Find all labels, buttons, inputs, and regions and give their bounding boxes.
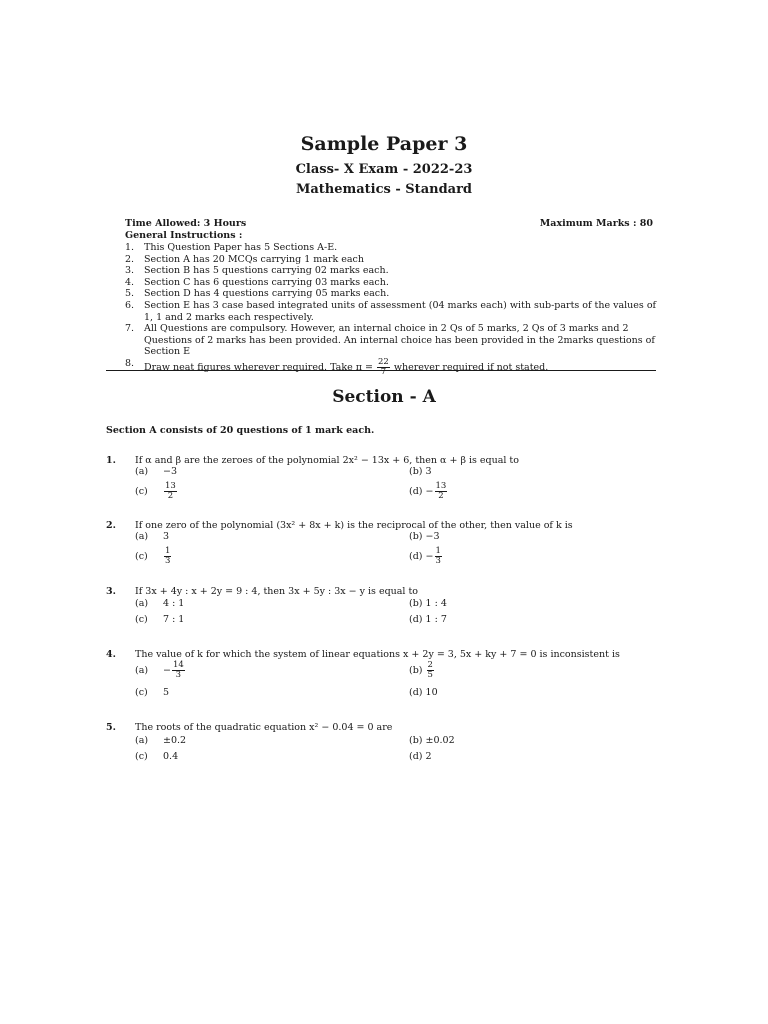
fraction-numerator: 13 [435,481,447,491]
option-b [409,531,440,542]
instruction-number: 7. [125,323,135,335]
instruction-text: Draw neat figures wherever required. Take π = [144,361,376,373]
fraction-numerator: 14 [172,660,184,670]
option-label: (d) [409,551,423,562]
instruction-number: 6. [125,299,135,311]
option-d [409,687,438,698]
fraction [435,547,442,566]
option-b [409,466,432,477]
option-value: 4 : 1 [163,598,185,609]
question-text: If one zero of the polynomial (3x² + 8x + k) is the reciprocal of the other, then value of k is [135,520,573,531]
option-label: (a) [135,466,149,477]
option-label: (d) [409,614,423,625]
option-label: (c) [135,486,148,497]
instruction-item [125,254,660,266]
option-b [409,598,447,609]
fraction-denominator: 3 [435,556,441,566]
fraction-denominator: 3 [165,556,171,566]
time-allowed: Time Allowed: 3 Hours [125,218,247,229]
option-value: 5 [163,687,170,698]
option-label: (b) [409,735,423,746]
question-number: 4. [106,649,116,660]
option-sign: − [425,551,434,562]
question-number: 5. [106,722,116,733]
instruction-item [125,242,660,254]
fraction-numerator: 13 [165,481,176,491]
option-value: 1 : 4 [425,598,447,609]
option-c [135,751,178,762]
option-c [135,482,178,501]
section-divider [106,370,656,371]
option-label: (b) [409,531,423,542]
option-value: 0.4 [163,751,179,762]
fraction-denominator: 3 [175,670,182,680]
option-value: −3 [425,531,440,542]
option-d [409,614,447,625]
option-a [135,661,186,680]
option-value: ±0.2 [163,735,187,746]
instruction-text: All Questions are compulsory. However, an internal choice in 2 Qs of 5 marks, 2 Qs of 3 marks and 2 Questions of 2 marks has been provided. An internal choice has been provided in the 2marks questions of Section E [144,323,655,358]
option-value: 7 : 1 [163,614,185,625]
option-c [135,614,184,625]
option-c [135,547,172,566]
fraction [164,547,171,566]
instruction-item [125,323,660,358]
question-number: 3. [106,586,116,597]
fraction-denominator: 2 [438,491,444,501]
option-d [409,482,448,501]
fraction-numerator: 22 [378,356,389,367]
option-label: (d) [409,687,423,698]
instruction-text: Section A has 20 MCQs carrying 1 mark each [144,253,364,265]
fraction-denominator: 2 [167,491,174,501]
option-label: (a) [135,735,149,746]
instruction-text: Section D has 4 questions carrying 05 marks each. [144,288,390,300]
option-value: 1 : 7 [425,614,447,625]
instruction-number: 5. [125,288,135,300]
question-text: If α and β are the zeroes of the polynomial 2x² − 13x + 6, then α + β is equal to [135,455,519,466]
option-b [409,735,455,746]
option-a [135,466,177,477]
instructions-list [125,242,660,377]
option-label: (c) [135,751,148,762]
instruction-text: wherever required if not stated. [390,361,549,373]
instruction-item [125,300,660,323]
instruction-item [125,288,660,300]
instruction-text: Section C has 6 questions carrying 03 marks each. [144,276,389,288]
instruction-number: 8. [125,357,135,369]
instructions-heading: General Instructions : [125,230,243,241]
fraction-denominator: 5 [427,670,433,680]
option-label: (a) [135,598,149,609]
option-label: (c) [135,687,148,698]
section-description: Section A consists of 20 questions of 1 mark each. [106,425,375,436]
question-text: The value of k for which the system of linear equations x + 2y = 3, 5x + ky + 7 = 0 is inconsistent is [135,649,620,660]
instruction-text: Section E has 3 case based integrated units of assessment (04 marks each) with sub-parts of the values of 1, 1 and 2 marks each respectively. [144,299,657,323]
option-label: (b) [409,466,423,477]
instruction-number: 1. [125,242,135,253]
section-title: Section - A [332,387,436,407]
fraction-numerator: 1 [435,546,441,556]
fraction [172,661,185,680]
option-b [409,661,435,680]
instruction-item [125,265,660,277]
instruction-text: Section B has 5 questions carrying 02 marks each. [144,265,389,277]
option-value: 3 [163,531,170,542]
instruction-number: 2. [125,253,135,265]
option-value: 2 [425,751,432,762]
option-label: (a) [135,665,149,676]
fraction [435,482,448,501]
instruction-item [125,358,660,377]
fraction [164,482,177,501]
option-value: 3 [425,466,432,477]
option-sign: − [425,486,434,497]
option-label: (d) [409,486,423,497]
fraction [377,358,390,377]
option-d [409,547,443,566]
fraction-numerator: 1 [165,546,171,556]
option-label: (c) [135,551,148,562]
question-number: 1. [106,455,116,466]
question-text: If 3x + 4y : x + 2y = 9 : 4, then 3x + 5y : 3x − y is equal to [135,586,419,597]
fraction [427,661,434,680]
option-sign: − [163,665,171,676]
option-value: 10 [425,687,438,698]
subject-title: Mathematics - Standard [295,182,473,197]
option-label: (d) [409,751,423,762]
option-label: (a) [135,531,149,542]
instruction-number: 3. [125,265,135,277]
option-value: ±0.02 [425,735,455,746]
option-a [135,598,184,609]
fraction-denominator: 7 [380,366,387,377]
option-label: (b) [409,665,423,676]
exam-subtitle: Class- X Exam - 2022-23 [295,162,473,177]
question-number: 2. [106,520,116,531]
option-a [135,531,169,542]
instruction-text: This Question Paper has 5 Sections A-E. [144,242,338,253]
option-label: (c) [135,614,148,625]
maximum-marks: Maximum Marks : 80 [539,218,653,229]
option-d [409,751,432,762]
option-a [135,735,186,746]
paper-title: Sample Paper 3 [300,133,468,155]
option-c [135,687,169,698]
question-text: The roots of the quadratic equation x² − 0.04 = 0 are [135,722,393,733]
option-value: −3 [163,466,178,477]
fraction-numerator: 2 [427,660,433,670]
instruction-item [125,277,660,289]
option-label: (b) [409,598,423,609]
instruction-number: 4. [125,276,135,288]
